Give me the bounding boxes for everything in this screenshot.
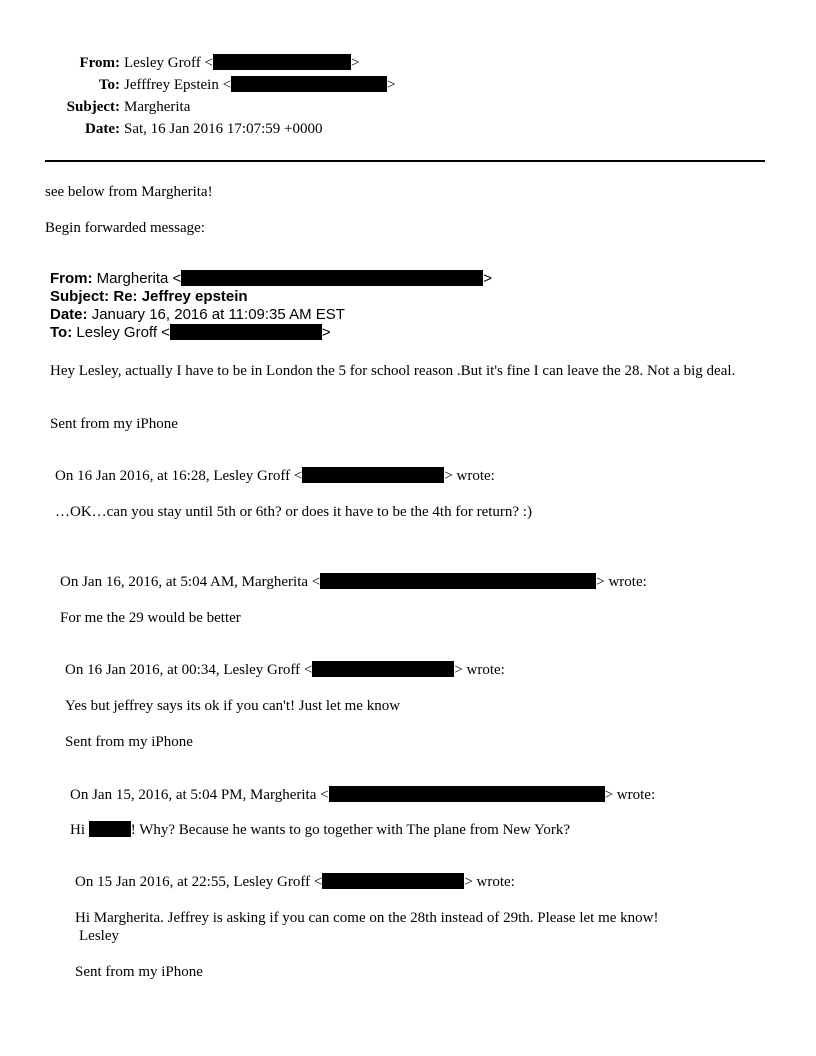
subject-value: Margherita	[124, 99, 191, 115]
quote-header: On Jan 16, 2016, at 5:04 AM, Margherita < > wrote:	[60, 574, 647, 590]
redaction-box	[329, 786, 605, 802]
header-subject-row	[0, 96, 816, 118]
quote-text: For me the 29 would be better	[60, 610, 241, 626]
from-value: Lesley Groff <	[124, 55, 213, 71]
header-divider	[45, 160, 765, 162]
email-header	[0, 52, 816, 140]
fwd-subject-label: Subject:	[50, 288, 110, 305]
fwd-date-label: Date:	[50, 306, 88, 323]
signature-text: Sent from my iPhone	[75, 964, 203, 980]
fwd-subject-value: Re: Jeffrey epstein	[113, 288, 248, 305]
to-label: To:	[98, 77, 120, 93]
quote-text: Hi Margherita. Jeffrey is asking if you can come on the 28th instead of 29th. Please let me know!	[75, 910, 659, 926]
fwd-subject-row	[50, 288, 248, 306]
quote-text: Yes but jeffrey says its ok if you can't! Just let me know	[65, 698, 401, 714]
signature-name: Lesley	[79, 928, 119, 944]
subject-label: Subject:	[66, 99, 120, 115]
header-date-row	[0, 118, 816, 140]
redaction-box	[312, 661, 454, 677]
intro-text: see below from Margherita!	[45, 184, 213, 200]
date-value: Sat, 16 Jan 2016 17:07:59 +0000	[124, 121, 323, 137]
header-from-row: From: Lesley Groff < >	[0, 52, 816, 74]
redaction-box	[170, 324, 322, 340]
quote-header: On Jan 15, 2016, at 5:04 PM, Margherita < > wrote:	[70, 787, 656, 803]
signature-text: Sent from my iPhone	[50, 416, 178, 432]
signature-text: Sent from my iPhone	[65, 734, 193, 750]
message-text: Hey Lesley, actually I have to be in London the 5 for school reason .But it's fine I can leave the 28. Not a big deal.	[50, 363, 736, 379]
date-label: Date:	[85, 121, 120, 137]
fwd-to-value: Lesley Groff <	[76, 324, 170, 341]
from-label: From:	[79, 55, 120, 71]
redaction-box	[213, 54, 351, 70]
redaction-box	[181, 270, 483, 286]
fwd-date-row	[50, 306, 345, 324]
to-value: Jefffrey Epstein <	[124, 77, 232, 93]
redaction-box	[320, 573, 596, 589]
fwd-to-label: To:	[50, 324, 73, 341]
fwd-date-value: January 16, 2016 at 11:09:35 AM EST	[91, 306, 345, 323]
forwarded-label: Begin forwarded message:	[45, 220, 205, 236]
quote-header: On 15 Jan 2016, at 22:55, Lesley Groff < > wrote:	[75, 874, 515, 890]
quote-header: On 16 Jan 2016, at 16:28, Lesley Groff < > wrote:	[55, 468, 495, 484]
redaction-box	[231, 76, 387, 92]
fwd-from-value: Margherita <	[96, 270, 182, 287]
redaction-box	[322, 873, 464, 889]
fwd-from-label: From:	[50, 270, 93, 287]
redaction-box	[89, 821, 131, 837]
redaction-box	[302, 467, 444, 483]
header-to-row: To: Jefffrey Epstein < >	[0, 74, 816, 96]
fwd-to-row: To: Lesley Groff < >	[50, 324, 331, 341]
quote-text: …OK…can you stay until 5th or 6th? or does it have to be the 4th for return? :)	[55, 504, 532, 520]
quote-header: On 16 Jan 2016, at 00:34, Lesley Groff < > wrote:	[65, 662, 505, 678]
fwd-from-row: From: Margherita < >	[50, 270, 493, 287]
quote-text: Hi ! Why? Because he wants to go together with The plane from New York?	[70, 822, 571, 838]
